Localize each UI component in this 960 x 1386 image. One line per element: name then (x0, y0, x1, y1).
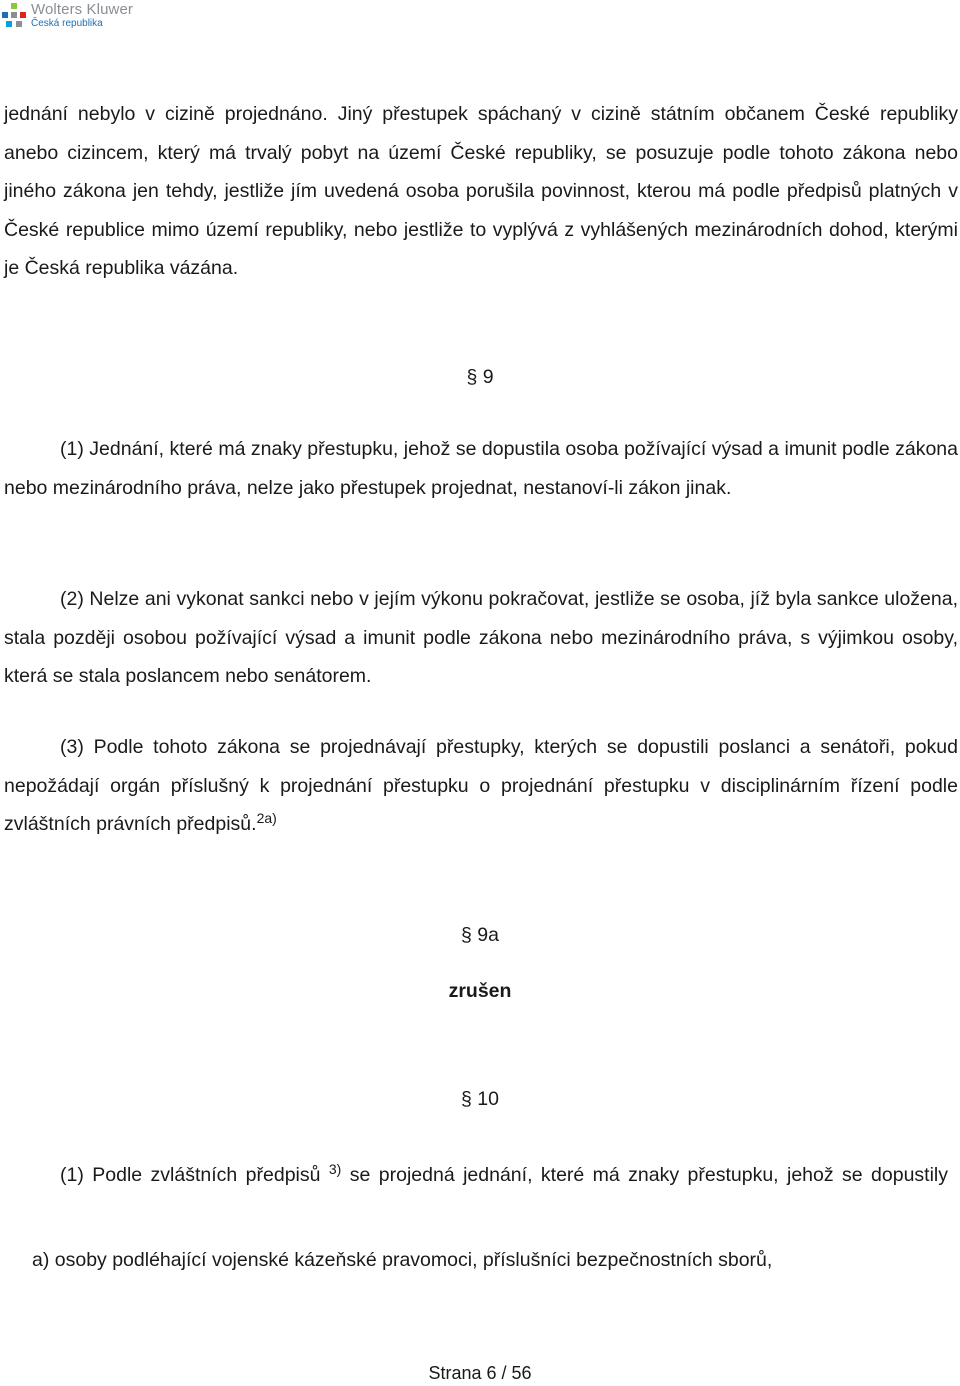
page-number: Strana 6 / 56 (428, 1363, 532, 1383)
section-10-paragraph-1 (4, 1156, 958, 1195)
section-9a-status: zrušen (448, 980, 512, 1002)
wolters-kluwer-logo-icon (2, 3, 26, 29)
section-9-paragraph-3 (4, 728, 958, 844)
footnote-ref-3: 3) (328, 1161, 342, 1177)
section-9-paragraph-1: (1) Jednání, které má znaky přestupku, jehož se dopustila osoba požívající výsad a imunit podle zákona nebo mezinárodního práva, nelze jako přestupek projednat, nestanoví-li zákon jinak. (4, 438, 958, 499)
paragraph-intro: jednání nebylo v cizině projednáno. Jiný přestupek spáchaný v cizině státním občanem České republiky anebo cizincem, který má trvalý pobyt na území České republiky, se posuzuje podle tohoto zákona nebo jiného zákona jen tehdy, jestliže jím uvedená osoba porušila povinnost, kterou má podle předpisů platných v České republice mimo území republiky, nebo jestliže to vyplývá z vyhlášených mezinárodních dohod, kterými je Česká republika vázána. (4, 103, 958, 279)
section-9-paragraph-2: (2) Nelze ani vykonat sankci nebo v jejím výkonu pokračovat, jestliže se osoba, jíž byla sankce uložena, stala později osobou požívající výsad a imunit podle zákona nebo mezinárodního práva, s výjimkou osoby, která se stala poslancem nebo senátorem. (4, 588, 958, 687)
section-heading-10: § 10 (461, 1088, 499, 1110)
brand-subtitle: Česká republika (31, 18, 103, 29)
section-10-paragraph-1-start: (1) Podle zvláštních předpisů (60, 1164, 321, 1186)
section-9-paragraph-3-text: (3) Podle tohoto zákona se projednávají přestupky, kterých se dopustili poslanci a senátoři, pokud nepožádají orgán příslušný k projednání přestupku o projednání přestupku v disciplinárním řízení podle zvláštních právních předpisů. (4, 736, 958, 835)
section-10-item-a: a) osoby podléhající vojenské kázeňské pravomoci, příslušníci bezpečnostních sborů, (32, 1249, 773, 1271)
publisher-logo (2, 2, 133, 29)
section-10-paragraph-1-end: se projedná jednání, které má znaky přestupku, jehož se dopustily (349, 1164, 949, 1186)
section-heading-9a: § 9a (461, 924, 499, 946)
section-heading-9: § 9 (466, 366, 494, 388)
footnote-ref-2a: 2a) (256, 810, 277, 826)
brand-name: Wolters Kluwer (31, 1, 133, 18)
